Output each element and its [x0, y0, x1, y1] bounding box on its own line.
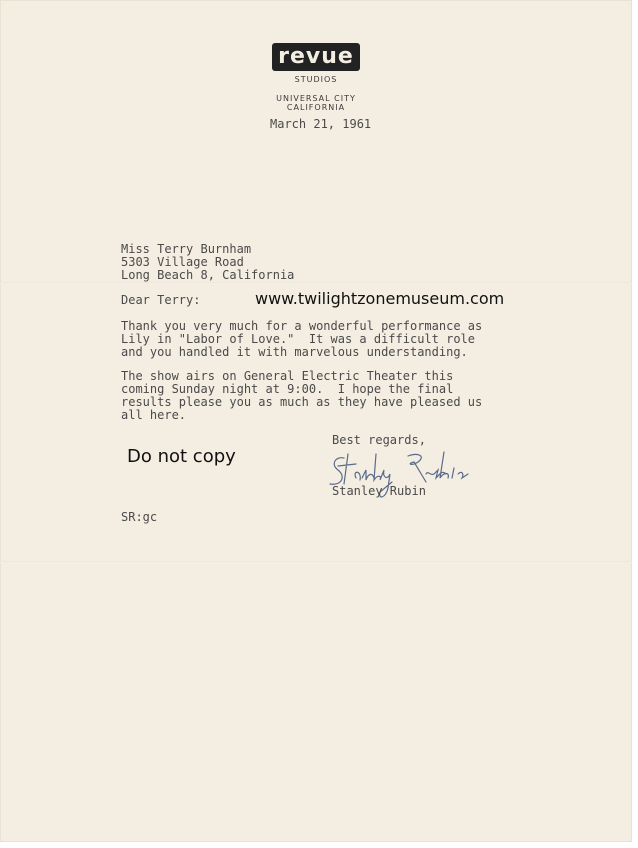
letterhead-studios: STUDIOS [294, 75, 338, 84]
recipient-city: Long Beach 8, California [121, 268, 295, 282]
recipient-name: Miss Terry Burnham [121, 242, 252, 256]
body-line: Thank you very much for a wonderful performance as [121, 319, 483, 333]
body-line: The show airs on General Electric Theater this [121, 369, 454, 383]
watermark-do-not-copy: Do not copy [127, 446, 236, 467]
body-line: Lily in "Labor of Love." It was a difficult role [121, 332, 476, 346]
body-line: coming Sunday night at 9:00. I hope the final [121, 382, 454, 396]
body-line: and you handled it with marvelous understanding. [121, 345, 468, 359]
fold-line [0, 282, 632, 284]
typist-initials: SR:gc [121, 510, 158, 524]
signer-name: Stanley Rubin [332, 484, 426, 498]
salutation: Dear Terry: [121, 293, 201, 307]
body-line: all here. [121, 408, 187, 422]
revue-logo: revue [272, 43, 360, 71]
fold-line [0, 561, 632, 563]
letterhead-city: UNIVERSAL CITY [276, 94, 356, 103]
svg-text:Stanley Rubin: Stanley Rubin [322, 444, 328, 445]
recipient-street: 5303 Village Road [121, 255, 244, 269]
closing: Best regards, [332, 433, 426, 447]
body-line: results please you as much as they have pleased us [121, 395, 483, 409]
letterhead-state: CALIFORNIA [286, 103, 346, 112]
watermark-url: www.twilightzonemuseum.com [255, 289, 505, 308]
letter-date: March 21, 1961 [270, 117, 372, 131]
